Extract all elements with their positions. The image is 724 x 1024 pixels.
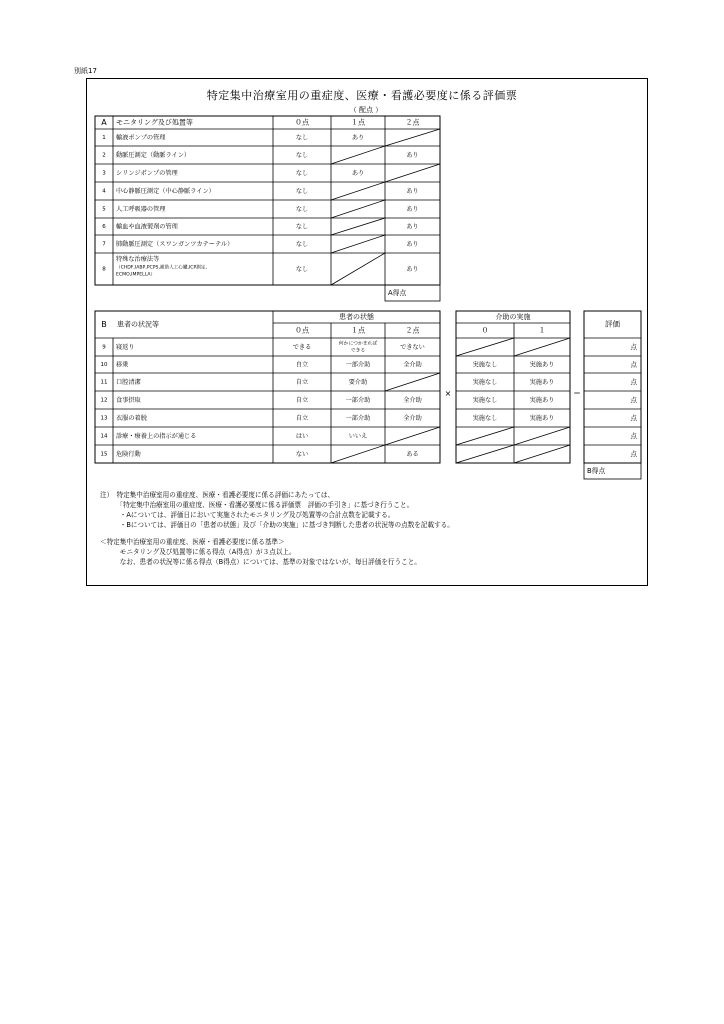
sheet-label: 別紙17 xyxy=(74,67,97,75)
table-b-cell: 一部介助 xyxy=(345,397,371,404)
table-b-cell: 自立 xyxy=(295,397,309,404)
table-a-row-number: 3 xyxy=(102,170,106,177)
table-b-state-header: 患者の状態 xyxy=(339,313,374,321)
b-total-label: B得点 xyxy=(587,467,606,475)
table-b-diagonal-slash xyxy=(385,373,440,391)
table-a-cell: あり xyxy=(351,170,365,177)
table-a-row-number: 4 xyxy=(102,188,106,195)
table-b-eval-cell: 点 xyxy=(630,343,637,351)
note-line: 「特定集中治療室用の重症度、医療・看護必要度に係る評価票 評価の手引き」に基づき行うこと。 xyxy=(100,501,414,509)
table-a-row-number: 6 xyxy=(102,224,106,230)
table-b-heading: 患者の状況等 xyxy=(117,320,159,329)
table-b-eval-cell: 点 xyxy=(630,414,637,422)
table-a-diagonal-slash xyxy=(331,200,385,218)
table-b-assist-header: 介助の実施 xyxy=(495,313,531,321)
table-a-item-label: シリンジポンプの管理 xyxy=(116,170,178,177)
times-symbol: × xyxy=(444,389,452,398)
table-b-row-number: 14 xyxy=(100,433,108,440)
table-a-section-letter: A xyxy=(101,118,107,127)
table-b-cell: 何かにつかまれば xyxy=(338,341,378,347)
table-b-item-label: 危険行動 xyxy=(116,451,141,458)
table-b-border xyxy=(95,311,440,463)
table-a-cell: あり xyxy=(406,241,419,248)
table-b-row-number: 11 xyxy=(100,379,108,386)
table-b-cell: ある xyxy=(406,451,419,458)
table-b-eval-cell: 点 xyxy=(630,432,637,440)
table-b-diagonal-slash xyxy=(514,445,570,463)
table-a-cell: なし xyxy=(295,152,309,159)
table-a-row-number: 7 xyxy=(102,241,106,248)
table-b-cell: 全介助 xyxy=(403,397,422,404)
table-b-item-label: 衣服の着脱 xyxy=(116,415,147,422)
equals-symbol: ＝ xyxy=(573,389,581,398)
table-b-score-header: ２点 xyxy=(405,326,420,335)
table-a-item-label: 肺動脈圧測定（スワンガンツカテーテル） xyxy=(116,241,234,248)
table-b-diagonal-slash xyxy=(514,427,570,445)
table-b-section-letter: B xyxy=(101,320,107,329)
notes-block xyxy=(100,490,454,530)
table-a-item-sublabel: ECMO,IMPELLA） xyxy=(116,272,156,278)
table-b-eval-cell: 点 xyxy=(630,360,637,369)
table-b-cell: 自立 xyxy=(295,379,309,386)
table-b-item-label: 移乗 xyxy=(116,361,129,369)
table-a-item-label: 人工呼吸器の管理 xyxy=(116,206,166,213)
table-a-cell: なし xyxy=(295,188,309,195)
table-b-row-number: 12 xyxy=(100,397,108,404)
table-b-row-number: 9 xyxy=(102,344,106,351)
table-b-row-number: 10 xyxy=(100,362,108,368)
table-a-cell: なし xyxy=(295,223,309,231)
table-a-cell: なし xyxy=(295,170,309,177)
table-b-assist-cell: 実施なし xyxy=(472,379,498,386)
table-b-eval-cell: 点 xyxy=(630,450,637,458)
table-a-row-number: 5 xyxy=(102,206,106,213)
table-b-assist-cell: 実施なし xyxy=(472,415,498,422)
table-a-diagonal-slash xyxy=(385,129,440,146)
table-b-diagonal-slash xyxy=(456,445,514,463)
table-b-assist-score-header: ０ xyxy=(481,326,489,335)
table-b-diagonal-slash xyxy=(456,338,514,356)
points-caption: （ 配点 ） xyxy=(349,106,383,114)
table-b-diagonal-slash xyxy=(456,427,514,445)
table-a-cell: あり xyxy=(406,223,419,231)
table-b-cell: できない xyxy=(400,344,425,351)
table-b-assist-cell: 実施なし xyxy=(472,361,498,369)
table-a-item-sublabel: （CHDF,IABP,PCPS,補助人工心臓,ICP測定, xyxy=(116,265,207,271)
table-b-eval-cell: 点 xyxy=(630,396,637,404)
table-b-cell: 自立 xyxy=(295,361,309,369)
table-a-score-header: ０点 xyxy=(295,118,309,127)
table-a-row-number: 1 xyxy=(102,135,106,141)
table-b-cell: 一部介助 xyxy=(345,361,371,369)
table-b-cell: できる xyxy=(292,344,312,351)
table-b-assist-score-header: １ xyxy=(538,326,546,335)
table-a-cell: あり xyxy=(351,134,365,142)
table-b-item-label: 寝返り xyxy=(116,344,135,351)
criteria-line: モニタリング及び処置等に係る得点（A得点）が３点以上。 xyxy=(100,548,296,556)
table-b-diagonal-slash xyxy=(385,427,440,445)
table-b-diagonal-slash xyxy=(514,338,570,356)
table-b-assist-cell: 実施なし xyxy=(472,397,498,404)
table-b-eval-header: 評価 xyxy=(605,319,620,329)
table-a-item-label: 特殊な治療法等 xyxy=(116,256,160,263)
table-a-item-label: 動脈圧測定（動脈ライン） xyxy=(116,152,191,159)
table-b-item-label: 食事摂取 xyxy=(116,397,141,404)
table-a-diagonal-slash xyxy=(331,235,385,253)
table-b-score-header: １点 xyxy=(351,326,365,335)
table-b-cell: いいえ xyxy=(348,433,368,440)
table-b-diagonal-slash xyxy=(331,445,385,463)
table-b-assist-cell: 実施あり xyxy=(529,379,555,386)
table-b-score-header: ０点 xyxy=(295,326,309,335)
table-a-score-header: ２点 xyxy=(405,118,420,127)
table-b-cell: 要介助 xyxy=(348,379,368,386)
table-a-item-label: 輸血や血液製剤の管理 xyxy=(116,223,178,231)
table-b-row-number: 13 xyxy=(100,415,108,422)
table-b-cell: 自立 xyxy=(295,415,309,422)
table-a-diagonal-slash xyxy=(385,164,440,182)
table-b-eval-cell: 点 xyxy=(630,378,637,386)
note-line: ・Bについては、評価日の「患者の状態」及び「介助の実施」に基づき判断した患者の状況等の点数を記載する。 xyxy=(100,521,454,529)
table-a-cell: あり xyxy=(406,206,419,213)
table-a-cell: なし xyxy=(295,134,309,142)
table-a-cell: なし xyxy=(295,241,309,248)
table-b-cell: 全介助 xyxy=(403,361,422,369)
table-a-cell: あり xyxy=(406,266,419,273)
table-b-assist-cell: 実施あり xyxy=(529,361,555,369)
note-line: ・Aについては、評価日において実施されたモニタリング及び処置等の合計点数を記載する。 xyxy=(100,511,395,519)
table-b-row-number: 15 xyxy=(100,451,108,458)
table-a-item-label: 中心静脈圧測定（中心静脈ライン） xyxy=(116,188,215,195)
table-b-assist-cell: 実施あり xyxy=(529,415,555,422)
table-a-cell: あり xyxy=(406,188,419,195)
table-a-diagonal-slash xyxy=(331,253,385,285)
criteria-block xyxy=(100,537,421,567)
table-a-cell: なし xyxy=(295,266,309,273)
table-a-score-header: １点 xyxy=(351,118,365,127)
criteria-title: ＜特定集中治療室用の重症度、医療・看護必要度に係る基準＞ xyxy=(100,538,285,546)
table-b-cell: ない xyxy=(295,451,309,458)
table-b-cell: 一部介助 xyxy=(345,415,371,422)
table-b-item-label: 口腔清潔 xyxy=(116,379,141,386)
table-a-diagonal-slash xyxy=(331,182,385,200)
table-a-diagonal-slash xyxy=(331,146,385,164)
table-a-cell: あり xyxy=(406,152,419,159)
table-b-assist-border xyxy=(456,311,570,463)
criteria-line: なお、患者の状況等に係る得点（B得点）については、基準の対象ではないが、毎日評価を行うこと。 xyxy=(100,558,421,566)
table-b-item-label: 診療・療養上の指示が通じる xyxy=(116,433,197,440)
table-b-eval-border xyxy=(584,311,641,463)
note-line: 注） 特定集中治療室用の重症度、医療・看護必要度に係る評価にあたっては、 xyxy=(100,491,335,499)
table-a-diagonal-slash xyxy=(331,218,385,235)
table-a-item-label: 輸液ポンプの管理 xyxy=(116,134,166,142)
document-title: 特定集中治療室用の重症度、医療・看護必要度に係る評価票 xyxy=(206,89,518,102)
table-a-row-number: 2 xyxy=(102,152,106,159)
table-a-cell: なし xyxy=(295,206,309,213)
table-b-cell: はい xyxy=(295,433,309,440)
a-total-label: A得点 xyxy=(388,289,407,297)
table-a-row-number: 8 xyxy=(102,266,106,273)
table-b-cell: できる xyxy=(350,348,366,354)
table-a-heading: モニタリング及び処置等 xyxy=(116,118,193,127)
table-b-cell: 全介助 xyxy=(403,415,422,422)
table-b-assist-cell: 実施あり xyxy=(529,397,555,404)
